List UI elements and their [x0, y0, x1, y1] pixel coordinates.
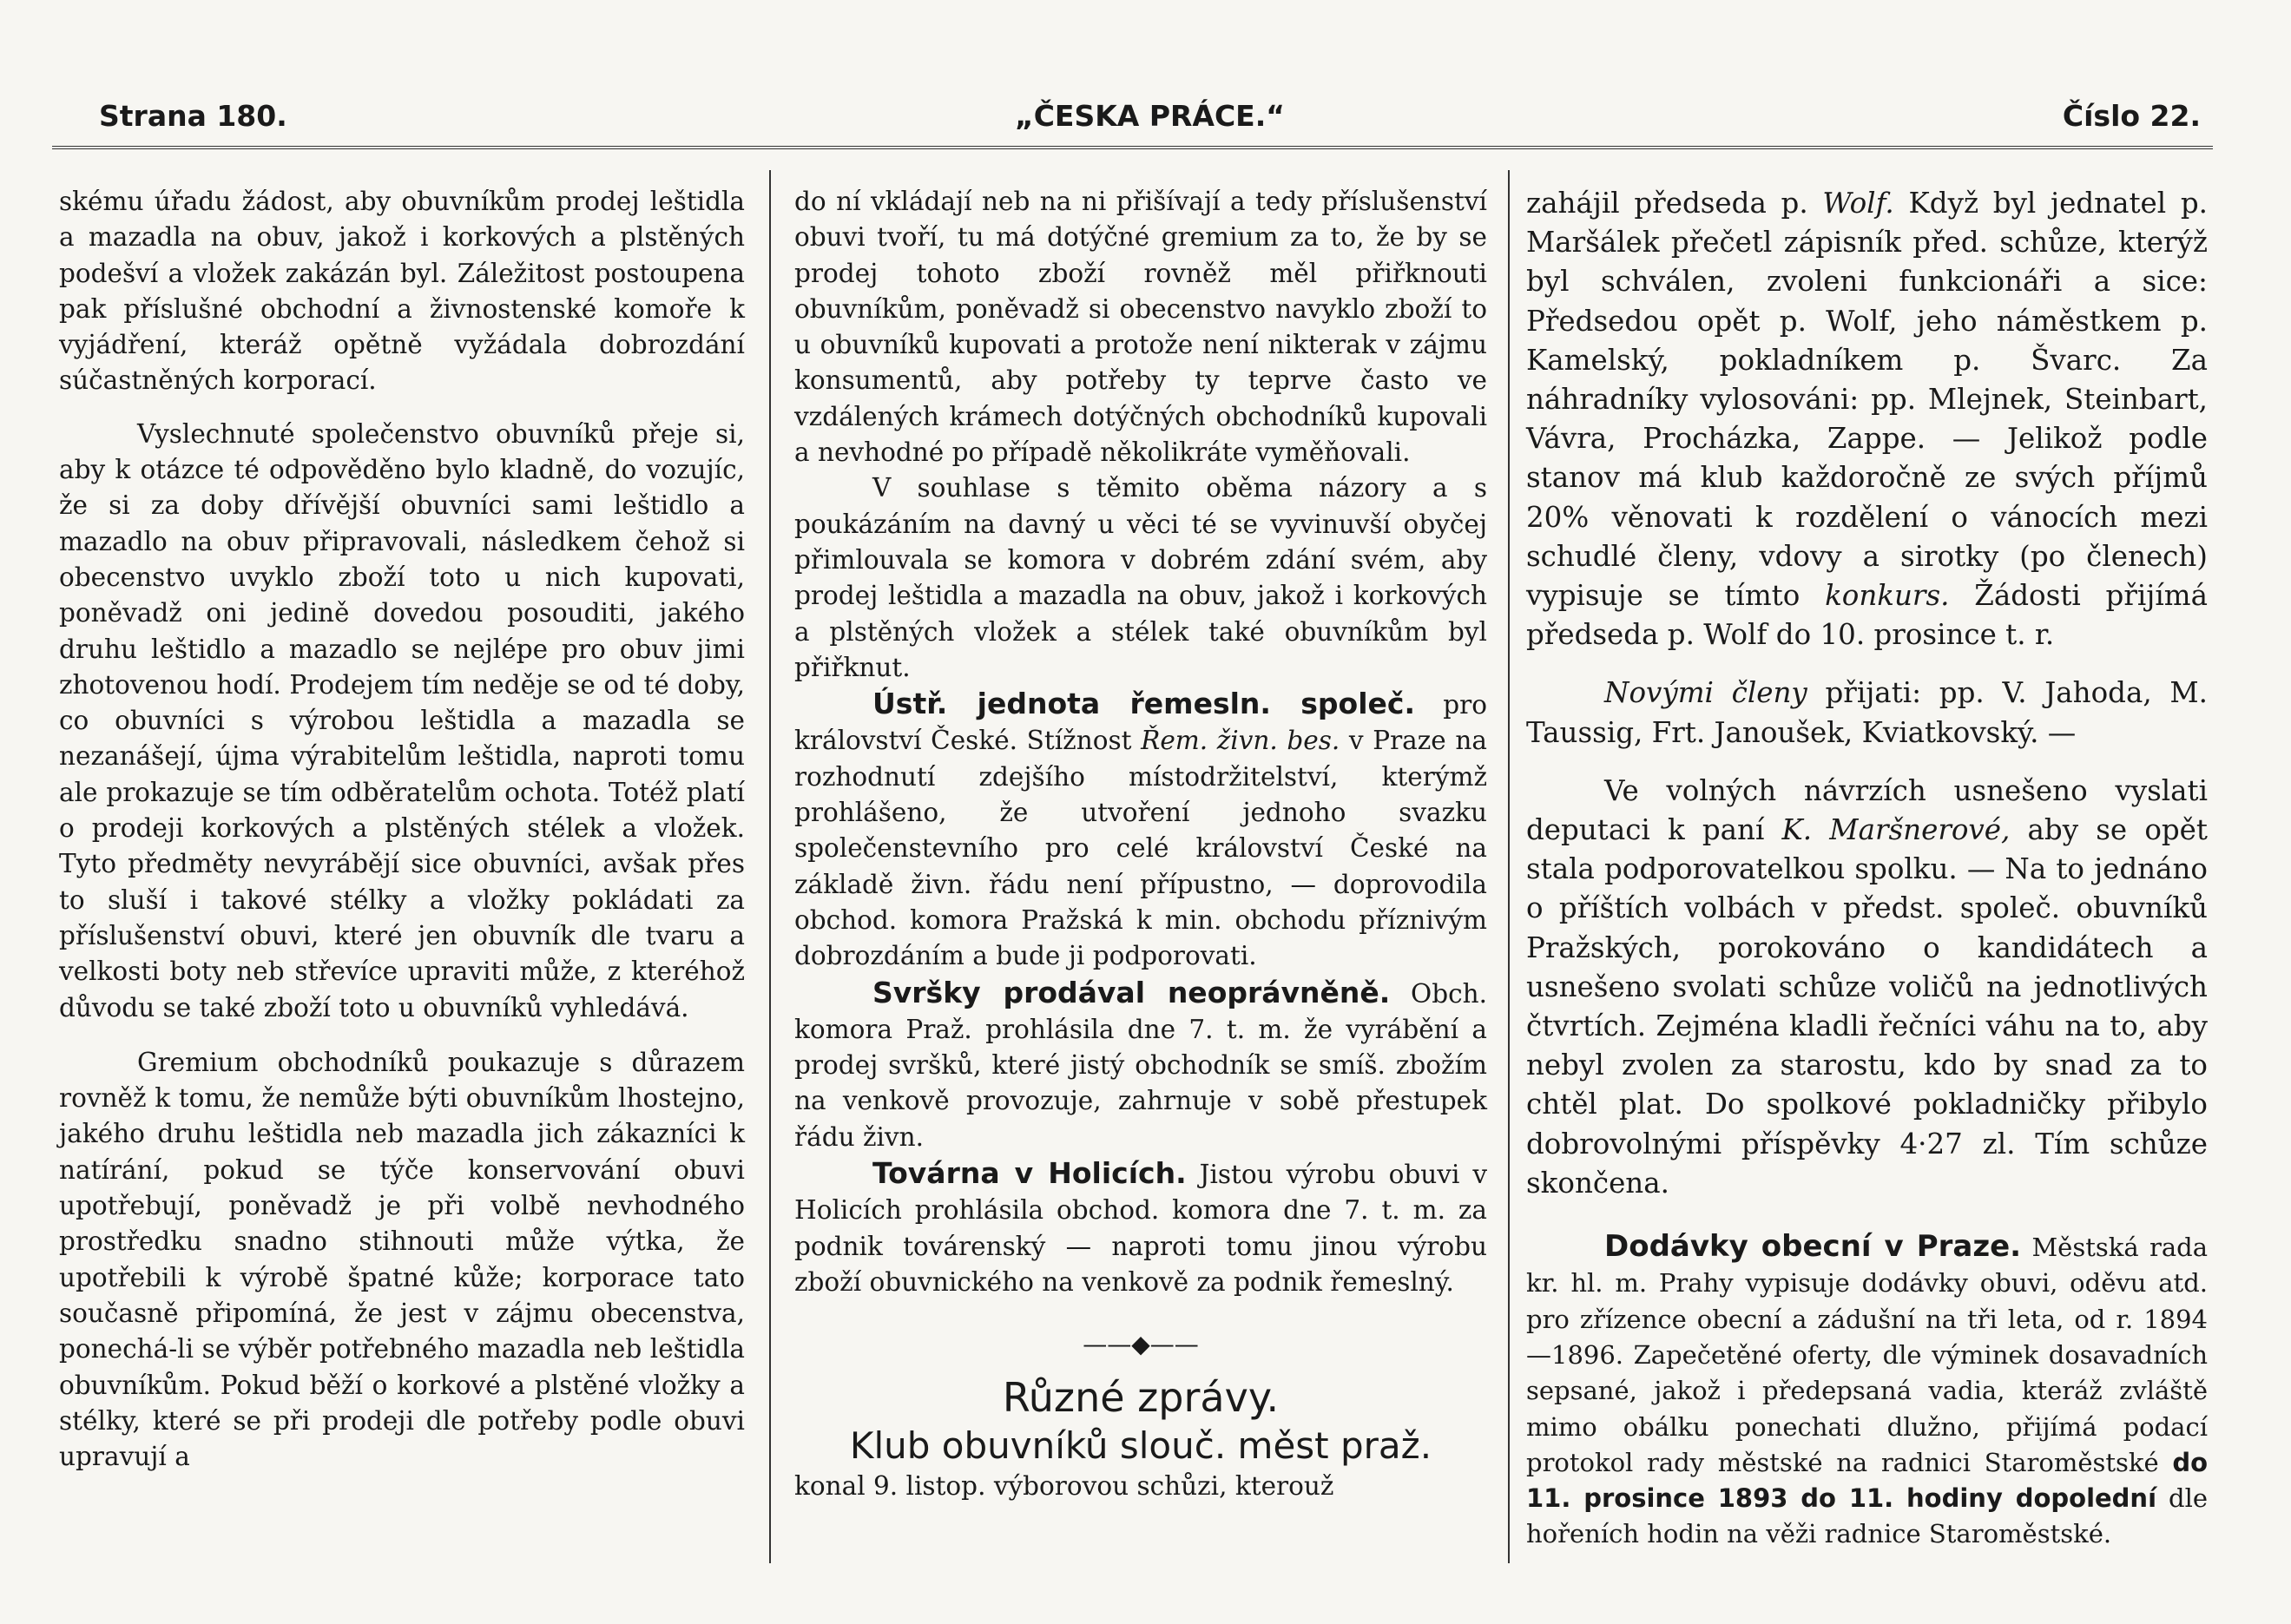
text-run: Městská rada kr. hl. m. Prahy vypisuje dodávky obuvi, oděvu atd. pro zřízence obecní a zádušní na tři leta, od r. 1894—1896. Zapečetěné oferty, dle výminek dosavadních sepsané, jakož i předepsaná vadia, kteráž zvláště mimo obálku ponechati dlužno, přijímá podací protokol rady městské na radnici Staroměstské — [1526, 1233, 2208, 1477]
issue-number: Číslo 22. — [2062, 99, 2201, 133]
column-2 — [794, 184, 1487, 1504]
column-3 — [1526, 184, 2208, 1553]
text-run: pro království České. Stížnost — [794, 690, 1487, 756]
news-item — [794, 1155, 1487, 1300]
text-run: Jistou výrobu obuvi v Holicích prohlásila obchod. komora dne 7. t. m. za podnik továrenský — naproti tomu jinou výrobu zboží obuvnického na venkově za podnik řemeslný. — [794, 1160, 1488, 1297]
text-run: konkurs. — [1825, 579, 1950, 613]
text-run: Ve volných návrzích usnešeno vyslati deputaci k paní — [1526, 773, 2208, 847]
news-item — [794, 975, 1487, 1155]
text-run: Novými členy — [1604, 676, 1807, 710]
text-run: zahájil předseda p. — [1526, 187, 1808, 220]
text-run: do 11. prosince 1893 do 11. hodiny dopolední — [1526, 1447, 2208, 1514]
news-headline: Ústř. jednota řemesln. společ. — [872, 687, 1415, 721]
paragraph: do ní vkládají neb na ni přišívají a tedy příslušenství obuvi tvoří, tu má dotýčné gremium za to, že by se prodej tohoto zboží rovněž měl přiřknouti obuvníkům, poněvadž si obecenstvo navyklo zboží to u obuvníků kupovati a protože není nikterak v zájmu konsumentů, aby potřeby ty teprve často ve vzdálených krámech dotýčných obchodníků kupovali a nevhodné po případě několikráte vyměňovali. — [794, 187, 1487, 468]
text-run: dle hořeních hodin na věži radnice Staroměstské. — [1526, 1483, 2209, 1549]
text-run: aby se opět stala podporovatelkou spolku. — Na to jednáno o příštích volbách v předst. společ. obuvníků Pražských, porokováno o kandidátech a usnešeno svolati schůze voličů na jednotlivých čtvrtích. Zejména kladli řečníci váhu na to, aby nebyl zvolen za starostu, kdo by snad za to chtěl plat. Do spolkové pokladničky přibylo dobrovolnými příspěvky 4·27 zl. Tím schůze skončena. — [1526, 813, 2208, 1200]
page-header — [95, 99, 2204, 142]
paragraph — [1526, 184, 2208, 654]
header-rule — [52, 146, 2213, 149]
news-item — [794, 686, 1487, 974]
paragraph — [1526, 772, 2208, 1203]
news-headline: Továrna v Holicích. — [872, 1156, 1187, 1191]
paragraph: skému úřadu žádost, aby obuvníkům prodej leštidla a mazadla na obuv, jakož i korkových a plstěných podešví a vložek zakázán byl. Záležitost postoupena pak příslušné obchodní a živnostenské komoře k vyjádření, kteráž opětně vyžádala dobrozdání súčastněných korporací. — [59, 187, 745, 396]
text-run: přijati: pp. V. Jahoda, M. Taussig, Frt. Janoušek, Kviatkovský. — — [1526, 676, 2209, 749]
text-run: Když byl jednatel p. Maršálek přečetl zápisník před. schůze, kterýž byl schválen, zvoleni funkcionáři a sice: Předsedou opět p. Wolf, jeho náměstkem p. Kamelský, pokladníkem p. Švarc. Za náhradníky vylosováni: pp. Mlejnek, Steinbart, Vávra, Procházka, Zappe. — Jelikož podle stanov má klub každoročně ze svých příjmů 20% věnovati k rozdělení o vánocích mezi schudlé členy, vdovy a sirotky (po členech) vypisuje se tímto — [1526, 187, 2208, 613]
ornament-divider: ——◆—— — [1083, 1330, 1199, 1359]
page-number: Strana 180. — [99, 99, 287, 133]
news-headline: Dodávky obecní v Praze. — [1604, 1229, 2022, 1265]
column-divider-1 — [769, 170, 771, 1563]
section-title: Různé zprávy. — [1002, 1373, 1280, 1421]
paragraph: konal 9. listop. výborovou schůzi, kterouž — [794, 1470, 1334, 1501]
column-1 — [59, 184, 745, 1475]
text-run: Obch. komora Praž. prohlásila dne 7. t. m. že vyrábění a prodej svršků, které jistý obchodník se smíš. zbožím na venkově provozuje, zahrnuje v sobě přestupek řádu živn. — [794, 978, 1487, 1152]
news-headline: Svršky prodával neoprávněně. — [872, 975, 1391, 1009]
text-run: Wolf. — [1822, 187, 1894, 220]
paragraph: Vyslechnuté společenstvo obuvníků přeje si, aby k otázce té odpověděno bylo kladně, do vozujíc, že si za doby dřívější obuvníci sami leštidlo a mazadlo na obuv připravovali, následkem čehož si obecenstvo uvyklo zboží toto u nich kupovati, poněvadž oni jedině dovedou posouditi, jakého druhu leštidlo a mazadlo se nejlépe pro obuv jimi zhotovenou hodí. Prodejem tím neděje se od té doby, co obuvníci s výrobou leštidla a mazadla se nezanášejí, újma výrabitelům leštidla, naproti tomu ale prokazuje se tím odběratelům ochota. Totéž platí o prodeji korkových a plstěných stélek a vložek. Tyto předměty nevyrábějí sice obuvníci, avšak přes to sluší i takové stélky a vložky pokládati za příslušenství obuvi, které jen obuvník dle tvaru a velkosti boty neb střevíce upraviti může, z kteréhož důvodu se také zboží toto u obuvníků vyhledává. — [59, 418, 745, 1022]
text-run: K. Maršnerové, — [1781, 813, 2011, 847]
text-run: Řem. živn. bes. — [1141, 726, 1340, 756]
masthead-title: „ČESKA PRÁCE.“ — [1015, 99, 1285, 133]
news-item — [1526, 1229, 2208, 1553]
text-run: Žádosti přijímá předseda p. Wolf do 10. prosince t. r. — [1526, 579, 2208, 652]
paragraph — [1526, 674, 2208, 752]
paragraph: Gremium obchodníků poukazuje s důrazem rovněž k tomu, že nemůže býti obuvníkům lhostejno, jakého druhu leštidla neb mazadla jich zákazníci k natírání, pokud se týče konservování obuvi upotřebují, poněvadž je při volbě nevhodného prostředku snadno stihnouti může výtka, že upotřebili k výrobě špatné kůže; korporace tato současně připomíná, že jest v zájmu obecenstva, ponechá-li se výběr potřebného mazadla neb leštidla obuvníkům. Pokud běží o korkové a plstěné vložky a stélky, které se při prodeji dle potřeby podle obuvi upravují a — [59, 1047, 745, 1472]
paragraph: V souhlase s těmito oběma názory a s poukázáním na davný u věci té se vyvinuvší obyčej přimlouvala se komora v dobrém zdání svém, aby prodej leštidla a mazadla na obuv, jakož i korkových a plstěných vložek a stélek také obuvníkům byl přiřknut. — [794, 473, 1487, 682]
article-headline: Klub obuvníků slouč. měst praž. — [849, 1423, 1432, 1467]
column-divider-2 — [1508, 170, 1510, 1563]
text-run: v Praze na rozhodnutí zdejšího místodržitelství, kterýmž prohlášeno, že utvoření jednoho svazku společenstevního pro celé království České na základě živn. řádu není přípustno, — doprovodila obchod. komora Pražská k min. obchodu příznivým dobrozdáním a bude ji podporovati. — [794, 726, 1487, 971]
